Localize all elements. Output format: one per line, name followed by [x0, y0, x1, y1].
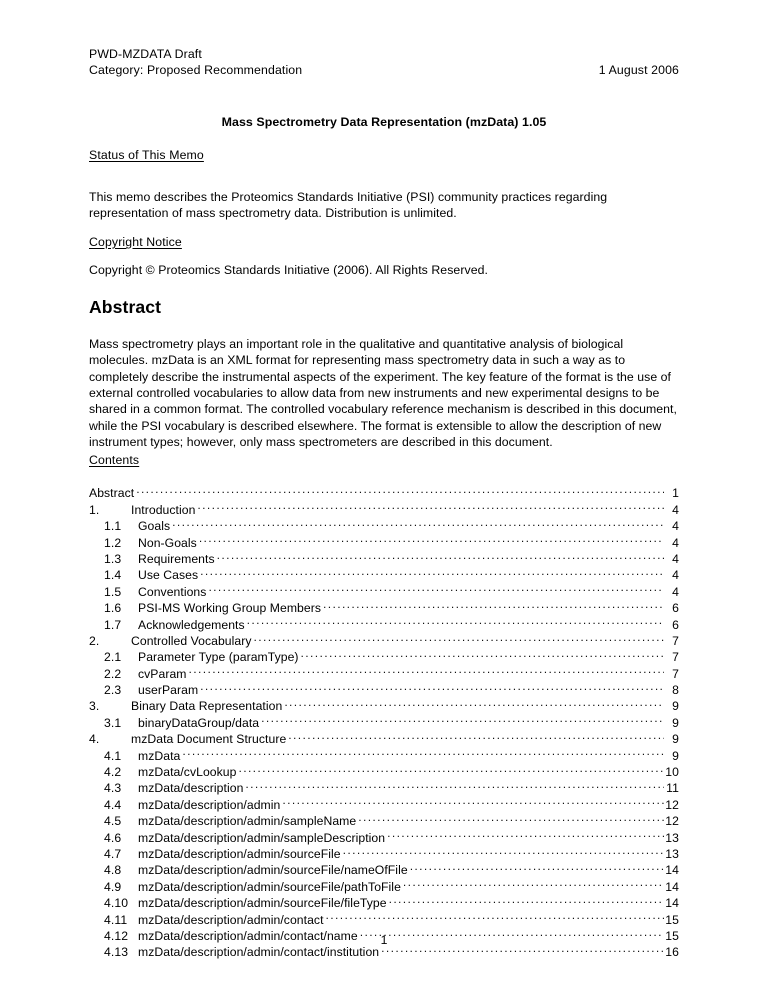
- toc-entry-page: 9: [672, 732, 679, 747]
- toc-entry-number: 4.11: [104, 912, 128, 927]
- toc-entry-page: 7: [672, 633, 679, 648]
- category-label: Category: Proposed Recommendation: [89, 63, 303, 77]
- toc-entry[interactable]: [89, 514, 679, 534]
- toc-entry-number: 2.: [89, 633, 100, 648]
- status-paragraph: This memo describes the Proteomics Standards Initiative (PSI) community practices regarding representation of mass spectrometry data. Distribution is unlimited.: [89, 190, 608, 221]
- toc-entry-label: Controlled Vocabulary: [131, 633, 252, 648]
- header-second-line: [89, 62, 679, 78]
- toc-leader-dots: [358, 809, 664, 825]
- toc-entry-label: Requirements: [138, 551, 215, 566]
- toc-leader-dots: [288, 727, 664, 743]
- toc-leader-dots: [410, 858, 664, 874]
- toc-leader-dots: [208, 579, 664, 595]
- status-heading-text: Status of This Memo: [89, 148, 204, 162]
- toc-entry-label: cvParam: [138, 666, 187, 681]
- toc-leader-dots: [200, 678, 664, 694]
- toc-entry-label: userParam: [138, 683, 199, 698]
- toc-entry[interactable]: [89, 481, 679, 501]
- toc-entry[interactable]: [89, 530, 679, 550]
- toc-leader-dots: [238, 760, 664, 776]
- toc-entry-number: 4.3: [104, 781, 122, 796]
- toc-entry-page: 4: [672, 535, 679, 550]
- toc-leader-dots: [389, 891, 664, 907]
- toc-entry-number: 4.13: [104, 945, 129, 960]
- toc-leader-dots: [136, 481, 664, 497]
- toc-entry-label: Non-Goals: [138, 535, 197, 550]
- draft-label: PWD-MZDATA Draft: [89, 47, 202, 61]
- toc-entry-label: mzData: [138, 748, 181, 763]
- toc-entry-page: 4: [672, 519, 679, 534]
- toc-leader-dots: [282, 792, 664, 808]
- toc-entry-number: 4.4: [104, 797, 122, 812]
- toc-entry-page: 9: [672, 748, 679, 763]
- toc-entry-page: 6: [672, 601, 679, 616]
- toc-entry-label: mzData/description/admin/sourceFile/fileType: [138, 896, 387, 911]
- toc-entry-page: 12: [665, 814, 679, 829]
- toc-entry-label: mzData/description/admin/contact/name: [138, 928, 358, 943]
- page-number-footer: 1: [380, 933, 388, 947]
- toc-entry-number: 1.2: [104, 535, 122, 550]
- toc-entry-number: 1.3: [104, 551, 122, 566]
- toc-entry-page: 10: [665, 765, 679, 780]
- toc-entry-number: 1.4: [104, 568, 122, 583]
- toc-leader-dots: [301, 645, 664, 661]
- toc-entry-label: Introduction: [131, 502, 196, 517]
- toc-entry-page: 9: [672, 699, 679, 714]
- toc-entry-page: 4: [672, 551, 679, 566]
- toc-entry-label: mzData/description/admin/contact/institution: [138, 945, 380, 960]
- toc-entry-number: 4.7: [104, 846, 122, 861]
- toc-entry-page: 9: [672, 715, 679, 730]
- toc-leader-dots: [200, 563, 664, 579]
- contents-heading: [89, 452, 679, 468]
- copyright-heading: [89, 234, 679, 250]
- toc-entry-label: binaryDataGroup/data: [138, 715, 260, 730]
- toc-entry-number: 3.: [89, 699, 100, 714]
- toc-entry-page: 14: [665, 879, 679, 894]
- toc-entry-label: Conventions: [138, 584, 207, 599]
- toc-entry-page: 15: [665, 928, 679, 943]
- toc-entry[interactable]: [89, 497, 679, 517]
- toc-entry-page: 1: [672, 486, 679, 501]
- contents-heading-text: Contents: [89, 453, 140, 467]
- toc-entry-page: 7: [672, 650, 679, 665]
- toc-leader-dots: [199, 530, 664, 546]
- toc-entry-label: Goals: [138, 519, 171, 534]
- abstract-paragraph: Mass spectrometry plays an important role in the qualitative and quantitative analysis of biological molecules. mzData is an XML format for representing mass spectrometry data in such a way as to completely describe the instrumental aspects of the experiment. The key feature of the format is the use of external controlled vocabularies to allow data from new instruments and new experimental designs to be shared in a common format. The controlled vocabulary reference mechanism is described in this document, while the PSI vocabulary is described elsewhere. The format is extensible to allow the description of new instrument types; however, only mass spectrometers are described in this document.: [89, 337, 677, 450]
- toc-entry-page: 12: [665, 797, 679, 812]
- page-header: [89, 46, 679, 78]
- toc-leader-dots: [247, 612, 664, 628]
- toc-entry-page: 14: [665, 863, 679, 878]
- toc-leader-dots: [261, 710, 664, 726]
- abstract-heading: Abstract: [89, 297, 162, 317]
- toc-leader-dots: [182, 743, 664, 759]
- toc-entry-label: Acknowledgements: [138, 617, 245, 632]
- toc-entry-number: 2.3: [104, 683, 122, 698]
- toc-leader-dots: [323, 596, 664, 612]
- toc-entry-number: 4.: [89, 732, 100, 747]
- copyright-paragraph: Copyright © Proteomics Standards Initiative (2006). All Rights Reserved.: [89, 263, 488, 277]
- toc-leader-dots: [217, 547, 664, 563]
- toc-leader-dots: [172, 514, 664, 530]
- toc-entry-label: mzData/cvLookup: [138, 765, 237, 780]
- toc-leader-dots: [189, 661, 664, 677]
- toc-entry-label: mzData Document Structure: [131, 732, 287, 747]
- toc-entry-label: mzData/description/admin/sourceFile: [138, 846, 341, 861]
- toc-entry-page: 7: [672, 666, 679, 681]
- toc-entry-page: 4: [672, 502, 679, 517]
- toc-entry-label: mzData/description: [138, 781, 244, 796]
- toc-entry-number: 1.6: [104, 601, 122, 616]
- toc-entry-page: 13: [665, 830, 679, 845]
- toc-entry-label: mzData/description/admin/sourceFile/nameOfFile: [138, 863, 408, 878]
- toc-entry-number: 1.5: [104, 584, 122, 599]
- toc-entry-number: 4.2: [104, 765, 122, 780]
- toc-entry-label: mzData/description/admin/sourceFile/pathToFile: [138, 879, 401, 894]
- toc-entry-number: 3.1: [104, 715, 122, 730]
- toc-entry-label: Abstract: [89, 486, 135, 501]
- toc-entry-number: 4.1: [104, 748, 122, 763]
- toc-entry-number: 4.6: [104, 830, 122, 845]
- toc-entry-page: 11: [666, 781, 679, 796]
- toc-entry-label: mzData/description/admin: [138, 797, 281, 812]
- toc-entry-label: mzData/description/admin/sampleDescription: [138, 830, 386, 845]
- toc-entry-page: 15: [665, 912, 679, 927]
- table-of-contents: [89, 481, 679, 960]
- toc-leader-dots: [403, 874, 664, 890]
- toc-leader-dots: [245, 776, 664, 792]
- toc-leader-dots: [254, 629, 664, 645]
- toc-entry-number: 4.10: [104, 896, 129, 911]
- toc-entry-number: 4.9: [104, 879, 122, 894]
- toc-entry-page: 6: [672, 617, 679, 632]
- status-heading: [89, 147, 679, 163]
- toc-entry-page: 16: [665, 945, 679, 960]
- toc-leader-dots: [326, 907, 664, 923]
- toc-entry-number: 2.1: [104, 650, 122, 665]
- toc-entry-number: 2.2: [104, 666, 122, 681]
- toc-entry-number: 1.7: [104, 617, 122, 632]
- toc-entry-page: 4: [672, 568, 679, 583]
- toc-entry-number: 1.: [89, 502, 100, 517]
- toc-entry-number: 1.1: [104, 519, 122, 534]
- page-title: Mass Spectrometry Data Representation (mzData) 1.05: [221, 115, 547, 129]
- toc-entry-page: 8: [672, 683, 679, 698]
- toc-leader-dots: [284, 694, 664, 710]
- toc-leader-dots: [343, 842, 664, 858]
- toc-entry-page: 13: [665, 846, 679, 861]
- toc-entry-label: Parameter Type (paramType): [138, 650, 299, 665]
- publication-date: 1 August 2006: [598, 63, 679, 77]
- toc-entry-number: 4.12: [104, 928, 129, 943]
- toc-entry-number: 4.8: [104, 863, 122, 878]
- toc-entry-label: mzData/description/admin/contact: [138, 912, 324, 927]
- copyright-heading-text: Copyright Notice: [89, 235, 182, 249]
- toc-entry-label: Use Cases: [138, 568, 199, 583]
- toc-entry-page: 14: [665, 896, 679, 911]
- toc-entry-label: Binary Data Representation: [131, 699, 283, 714]
- toc-entry-number: 4.5: [104, 814, 122, 829]
- toc-entry-label: mzData/description/admin/sampleName: [138, 814, 357, 829]
- toc-entry-page: 4: [672, 584, 679, 599]
- toc-leader-dots: [387, 825, 664, 841]
- toc-entry-label: PSI-MS Working Group Members: [138, 601, 321, 616]
- toc-leader-dots: [197, 497, 664, 513]
